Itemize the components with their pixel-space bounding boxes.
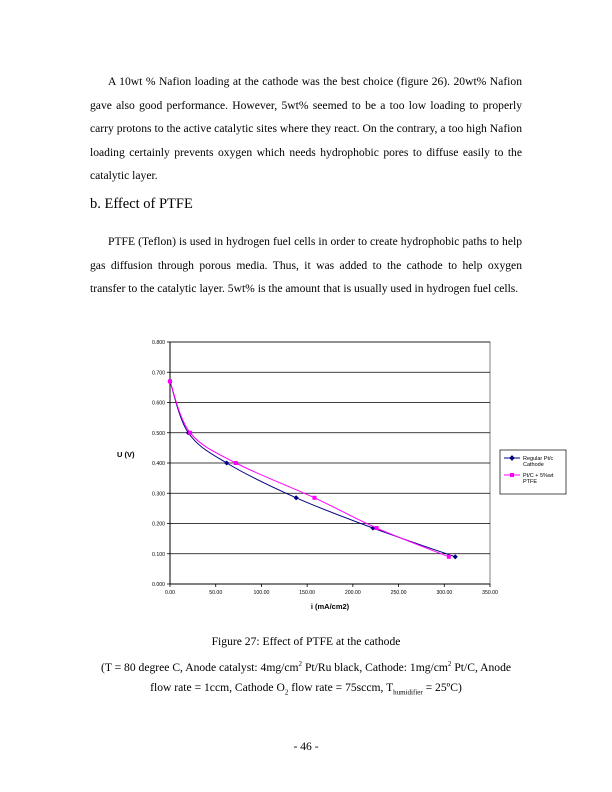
x-tick-label: 250.00 [390, 590, 407, 596]
y-tick-label: 0.800 [152, 340, 165, 346]
x-tick-label: 0.00 [164, 590, 176, 596]
y-tick-label: 0.600 [152, 400, 165, 407]
paragraph-nafion: A 10wt % Nafion loading at the cathode was the best choice (figure 26). 20wt% Nafion gave also good performance. However, 5wt% seemed to be a too low loading to properly carry protons to the active catalytic sites where they react. On the contrary, a too high Nafion loading certainly prevents oxygen which needs hydrophobic pores to diffuse easily to the catalytic layer. [90, 75, 522, 182]
y-tick-label: 0.200 [152, 521, 165, 528]
legend-label-ptfe-1: Pt/C + 5%wt [523, 473, 554, 479]
y-axis-label: U (V) [117, 450, 135, 459]
chart-legend [500, 450, 566, 494]
data-point-ptfe [447, 555, 451, 559]
figure-caption-line-3: flow rate = 1ccm, Cathode $O_2$ flow rate = 75sccm, $T_{humidifier}$ = 25ºC) [150, 681, 462, 697]
paragraph-ptfe: PTFE (Teflon) is used in hydrogen fuel cells in order to create hydrophobic paths to help gas diffusion through porous media. Thus, it was added to the cathode to help oxygen transfer to the catalytic layer. 5wt% is the amount that is usually used in hydrogen fuel cells. [90, 235, 522, 295]
y-tick-labels [152, 340, 165, 588]
page-number: - 46 - [293, 740, 319, 753]
y-tick-label: 0.000 [152, 582, 165, 588]
x-tick-label: 100.00 [253, 590, 270, 596]
figure-caption-line-2: (T = 80 degree C, Anode catalyst: $4mg/cm^2$ Pt/Ru black, Cathode: $1mg/cm^2$ Pt/C, Anode [100, 660, 512, 674]
figure-caption-title: Figure 27: Effect of PTFE at the cathode [211, 635, 401, 648]
x-tick-label: 200.00 [344, 590, 361, 596]
data-point-ptfe [375, 526, 379, 530]
x-tick-label: 150.00 [299, 590, 316, 596]
x-tick-label: 300.00 [436, 590, 453, 596]
section-heading: b. Effect of PTFE [90, 196, 193, 212]
legend-label-ptfe-2: PTFE [523, 479, 538, 485]
y-tick-label: 0.300 [152, 491, 165, 498]
y-tick-label: 0.500 [152, 430, 165, 437]
x-tick-label: 50.00 [209, 590, 223, 596]
x-tick-labels [165, 590, 498, 596]
y-tick-label: 0.400 [152, 461, 165, 467]
legend-label-regular-2: Cathode [523, 462, 544, 468]
x-axis-label: i (mA/cm2) [310, 602, 350, 611]
y-tick-label: 0.700 [152, 370, 165, 377]
legend-marker-ptfe [510, 473, 514, 477]
data-point-ptfe [312, 496, 316, 500]
x-tick-label: 350.00 [482, 590, 498, 596]
data-point-ptfe [168, 379, 172, 383]
data-point-ptfe [188, 431, 192, 435]
data-point-ptfe [234, 461, 238, 465]
legend-label-regular-1: Regular Pt/c [523, 456, 554, 462]
ptfe-polarization-chart [90, 334, 570, 616]
y-tick-label: 0.100 [152, 551, 165, 558]
